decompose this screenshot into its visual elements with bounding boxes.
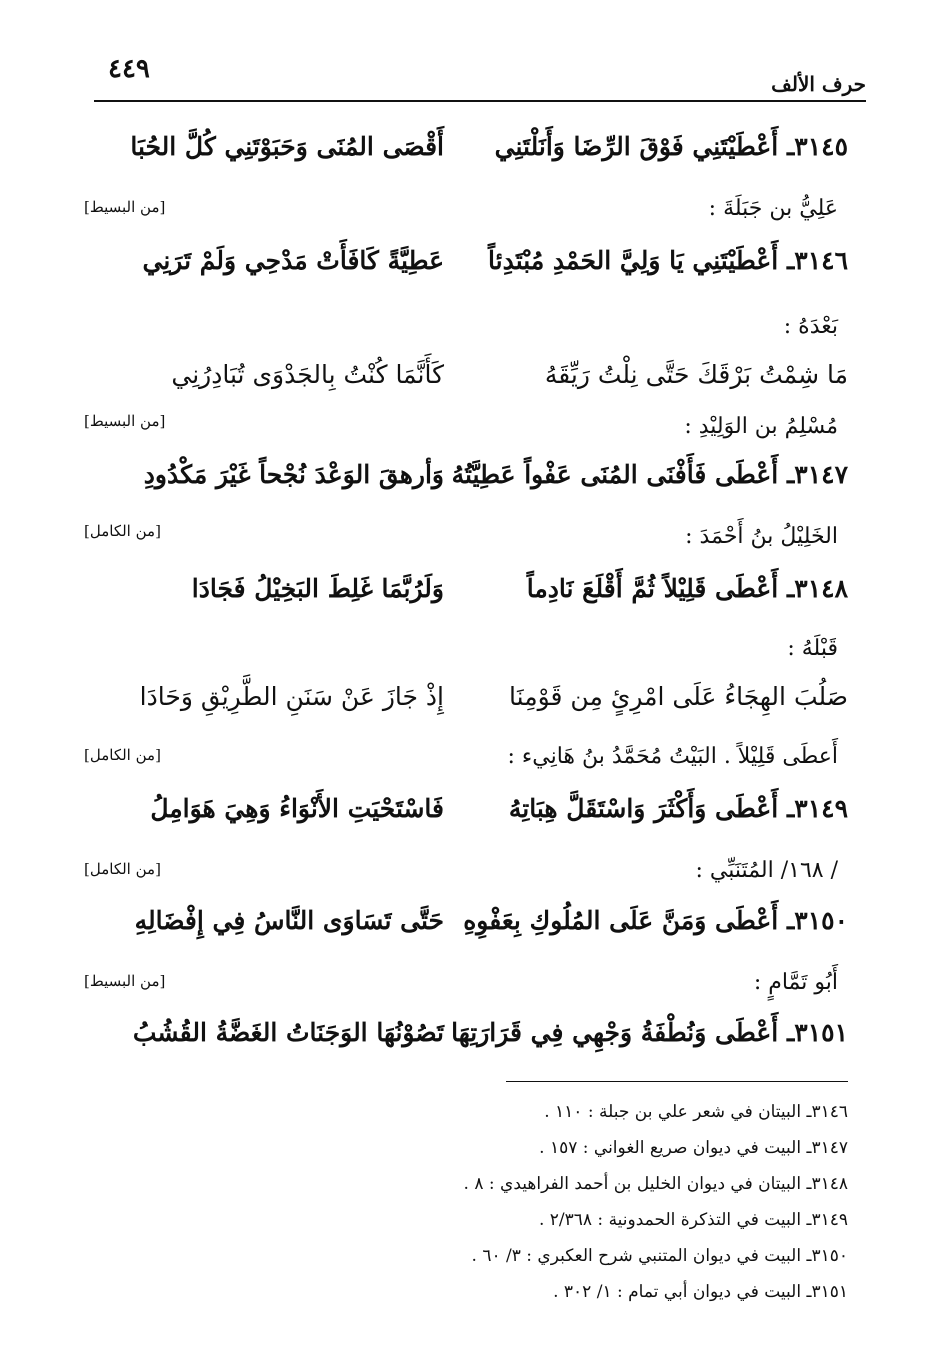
verse-second-hemistich: وَلَرُبَّمَا غَلِطَ البَخِيْلُ فَجَادَا bbox=[191, 574, 444, 603]
verse-second-hemistich: إِذْ جَازَ عَنْ سَنَنِ الطَّرِيْقِ وَحَادَا bbox=[139, 682, 444, 711]
verse-second-hemistich: تَصُوْنُهَا الوَجَنَاتُ الغَضَّةُ القُشُبُ bbox=[132, 1018, 444, 1047]
meter-label: [من البسيط] bbox=[84, 412, 166, 430]
poet-name: أَبُو تَمَّامٍ : bbox=[753, 970, 838, 995]
meter-label: [من الكامل] bbox=[84, 860, 161, 878]
footnote-rule bbox=[506, 1081, 848, 1082]
poet-line bbox=[100, 196, 848, 244]
poet-line bbox=[100, 414, 848, 462]
footnote: ٣١٤٨ـ البيتان في ديوان الخليل بن أحمد الفراهيدي : ٨ . bbox=[463, 1174, 848, 1194]
verse-second-hemistich: وَأرهقَ الوَعْدَ نُجْحاً غَيْرَ مَكْدُودِ bbox=[143, 460, 444, 489]
verse-second-hemistich: كَأَنَّمَا كُنْتُ بِالجَدْوَى تُبَادِرُنِي bbox=[171, 360, 444, 389]
poet-name: عَلِيُّ بن جَبَلَةَ : bbox=[708, 196, 838, 221]
verse-first-hemistich: صَلُبَ الهِجَاءُ عَلَى امْرِئٍ مِن قَوْمِنَا bbox=[509, 682, 848, 711]
verse-3148-preceding bbox=[100, 682, 848, 730]
poet-line bbox=[100, 524, 848, 572]
header-rule bbox=[94, 100, 866, 102]
footnote: ٣١٥١ـ البيت في ديوان أبي تمام : ١/ ٣٠٢ . bbox=[553, 1282, 848, 1302]
verse-3151 bbox=[100, 1018, 848, 1066]
verse-first-hemistich: ٣١٥٠ـ أَعْطَى وَمَنَّ عَلَى المُلُوكِ بِعَفْوِهِ bbox=[463, 906, 848, 935]
verse-3146 bbox=[100, 246, 848, 294]
verse-second-hemistich: عَطِيَّةً كَافَأَتْ مَدْحِي وَلَمْ تَرَنِي bbox=[142, 246, 444, 275]
context-label: بَعْدَهُ : bbox=[783, 314, 838, 339]
poet-line bbox=[100, 314, 848, 362]
verse-first-hemistich: ٣١٤٥ـ أَعْطَيْتَنِي فَوْقَ الرِّضَا وَأَنَلْتَنِي bbox=[494, 132, 848, 161]
meter-label: [من البسيط] bbox=[84, 198, 166, 216]
poet-line bbox=[100, 636, 848, 684]
verse-second-hemistich: فَاسْتَحْيَتِ الأَنْوَاءُ وَهِيَ هَوَامِلُ bbox=[150, 794, 444, 823]
verse-3145 bbox=[100, 132, 848, 180]
verse-first-hemistich: ٣١٤٧ـ أَعْطَى فَأَفْنَى المُنَى عَفْواً عَطِيَّتُهُ bbox=[451, 460, 848, 489]
footnote: ٣١٤٦ـ البيتان في شعر علي بن جبلة : ١١٠ . bbox=[544, 1102, 848, 1122]
poet-line bbox=[100, 858, 848, 906]
poet-name: الخَلِيْلُ بنُ أَحْمَدَ : bbox=[685, 524, 838, 549]
chapter-title: حرف الألف bbox=[771, 72, 866, 96]
verse-3147 bbox=[100, 460, 848, 508]
verse-3150 bbox=[100, 906, 848, 954]
verse-3146-continued bbox=[100, 360, 848, 408]
verse-first-hemistich: ٣١٤٩ـ أَعْطَى وَأَكْثَرَ وَاسْتَقَلَّ هِبَاتِهُ bbox=[508, 794, 848, 823]
footnote: ٣١٤٧ـ البيت في ديوان صريع الغواني : ١٥٧ . bbox=[539, 1138, 848, 1158]
page-number: ٤٤٩ bbox=[108, 54, 150, 84]
verse-first-hemistich: ٣١٤٨ـ أَعْطَى قَلِيْلاً ثُمَّ أَقْلَعَ نَادِماً bbox=[526, 574, 848, 603]
footnote: ٣١٥٠ـ البيت في ديوان المتنبي شرح العكبري : ٣/ ٦٠ . bbox=[471, 1246, 848, 1266]
context-label: قَبْلَهُ : bbox=[787, 636, 838, 661]
poet-name: / ١٦٨/ المُتَنَبِّي : bbox=[695, 858, 838, 883]
verse-3148 bbox=[100, 574, 848, 622]
poet-line bbox=[100, 744, 848, 792]
verse-first-hemistich: مَا شِمْتُ بَرْقَكَ حَتَّى نِلْتُ رَيِّقَهُ bbox=[544, 360, 848, 389]
verse-3149 bbox=[100, 794, 848, 842]
poet-name: أَعطَى قَلِيْلاً . البَيْتُ مُحَمَّدُ بنُ هَانِيء : bbox=[507, 744, 838, 769]
meter-label: [من الكامل] bbox=[84, 522, 161, 540]
verse-second-hemistich: أَقْصَى المُنَى وَحَبَوْتَنِي كُلَّ الحُبَا bbox=[130, 132, 444, 161]
poet-line bbox=[100, 970, 848, 1018]
verse-first-hemistich: ٣١٥١ـ أَعْطَى وَنُطْفَةُ وَجْهِي فِي قَرَارَتِهَا bbox=[451, 1018, 848, 1047]
meter-label: [من البسيط] bbox=[84, 972, 166, 990]
meter-label: [من الكامل] bbox=[84, 746, 161, 764]
footnote: ٣١٤٩ـ البيت في التذكرة الحمدونية : ٢/٣٦٨ . bbox=[538, 1210, 848, 1230]
verse-first-hemistich: ٣١٤٦ـ أَعْطَيْتَنِي يَا وَلِيَّ الحَمْدِ مُبْتَدِئاً bbox=[488, 246, 848, 275]
poet-name: مُسْلِمُ بن الوَلِيْدِ : bbox=[684, 414, 838, 439]
verse-second-hemistich: حَتَّى تَسَاوَى النَّاسُ فِي إِفْضَالِهِ bbox=[134, 906, 444, 935]
